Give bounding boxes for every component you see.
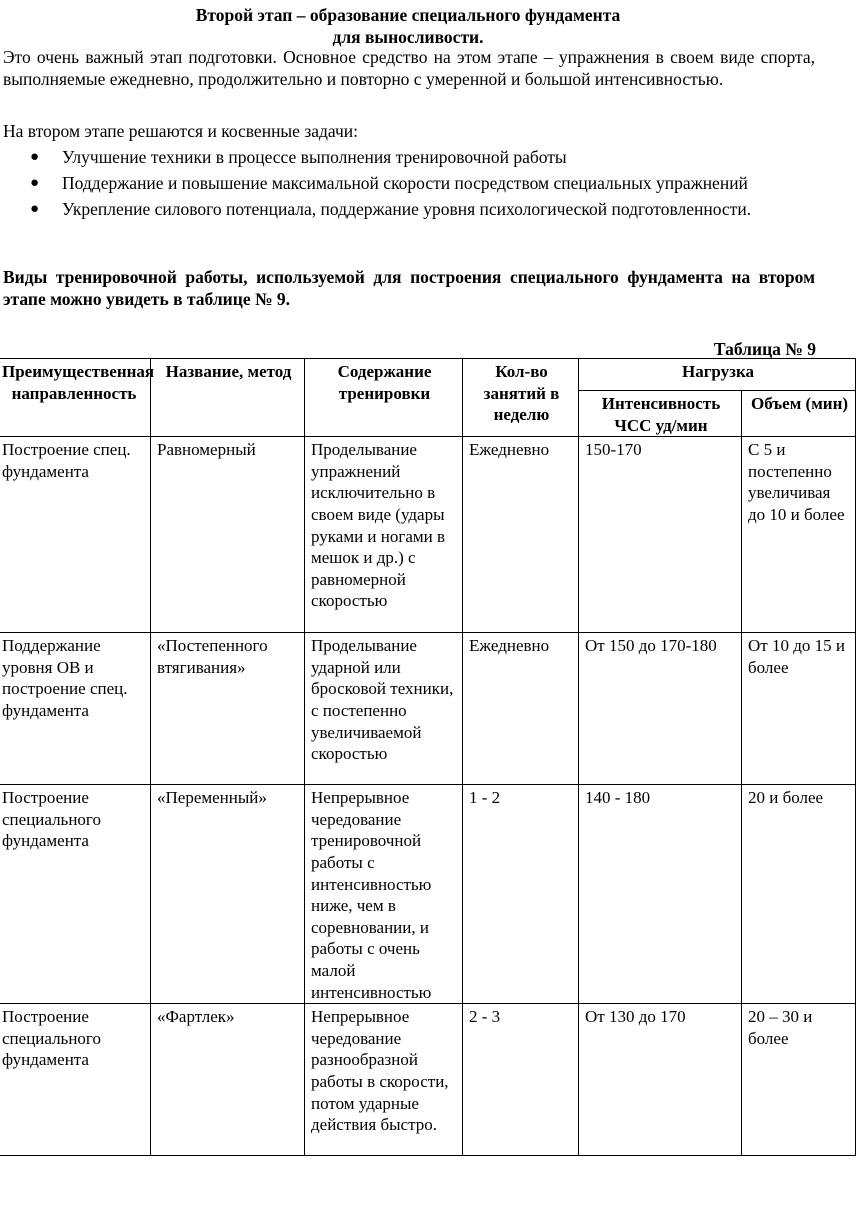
cell-volume: С 5 и постепенно увеличивая до 10 и более (742, 437, 856, 633)
list-item: ● Улучшение техники в процессе выполнения тренировочной работы (30, 147, 567, 167)
cell-intensity: 150-170 (579, 437, 742, 633)
cell-direction: Поддержание уровня ОВ и построение спец. фундамента (0, 633, 151, 785)
table-row (0, 437, 856, 633)
list-item: ● Поддержание и повышение максимальной скорости посредством специальных упражнений (30, 173, 748, 193)
table-row (0, 633, 856, 785)
cell-sessions: 1 - 2 (463, 785, 579, 1004)
title-line-1: Второй этап – образование специального фундамента (195, 5, 621, 25)
cell-volume: От 10 до 15 и более (742, 633, 856, 785)
cell-content: Проделывание упражнений исключительно в своем виде (удары руками и ногами в мешок и др.) с равномерной скоростью (305, 437, 463, 633)
task-list (0, 146, 816, 224)
cell-sessions: Ежедневно (463, 437, 579, 633)
header-load: Нагрузка (579, 359, 856, 391)
tasks-intro: На втором этапе решаются и косвенные задачи: (3, 121, 359, 141)
header-direction: Преимущественная направленность (0, 359, 151, 437)
header-sessions: Кол-во занятий в неделю (463, 359, 579, 437)
bullet-icon: ● (30, 149, 40, 165)
bullet-icon: ● (30, 175, 40, 191)
cell-sessions: Ежедневно (463, 633, 579, 785)
table-caption: Таблица № 9 (713, 339, 816, 359)
cell-volume: 20 и более (742, 785, 856, 1004)
cell-intensity: 140 - 180 (579, 785, 742, 1004)
table-row (0, 1004, 856, 1156)
table-row (0, 785, 856, 1004)
cell-method: «Переменный» (151, 785, 305, 1004)
training-table (0, 358, 856, 1156)
cell-direction: Построение специального фундамента (0, 1004, 151, 1156)
cell-intensity: От 150 до 170-180 (579, 633, 742, 785)
intro-paragraph: Это очень важный этап подготовки. Основное средство на этом этапе – упражнения в своем виде спорта, выполняемые ежедневно, продолжительно и повторно с умеренной и большой интенсивностью. (3, 47, 815, 89)
cell-intensity: От 130 до 170 (579, 1004, 742, 1156)
header-content: Содержание тренировки (305, 359, 463, 437)
cell-content: Непрерывное чередование разнообразной работы в скорости, потом ударные действия быстро. (305, 1004, 463, 1156)
header-intensity: Интенсивность ЧСС уд/мин (579, 391, 742, 437)
cell-volume: 20 – 30 и более (742, 1004, 856, 1156)
cell-sessions: 2 - 3 (463, 1004, 579, 1156)
cell-direction: Построение спец. фундамента (0, 437, 151, 633)
list-item: ● Укрепление силового потенциала, поддержание уровня психологической подготовленности. (30, 199, 752, 219)
cell-method: Равномерный (151, 437, 305, 633)
bullet-icon: ● (30, 201, 40, 217)
header-volume: Объем (мин) (742, 391, 856, 437)
cell-content: Проделывание ударной или бросковой техники, с постепенно увеличиваемой скоростью (305, 633, 463, 785)
cell-method: «Постепенного втягивания» (151, 633, 305, 785)
table-intro: Виды тренировочной работы, используемой для построения специального фундамента на втором этапе можно увидеть в таблице № 9. (3, 267, 815, 309)
cell-method: «Фартлек» (151, 1004, 305, 1156)
title-line-2: для выносливости. (332, 27, 484, 47)
cell-content: Непрерывное чередование тренировочной работы с интенсивностью ниже, чем в соревновании, и работы с очень малой интенсивностью (305, 785, 463, 1004)
cell-direction: Построение специального фундамента (0, 785, 151, 1004)
header-method: Название, метод (151, 359, 305, 437)
